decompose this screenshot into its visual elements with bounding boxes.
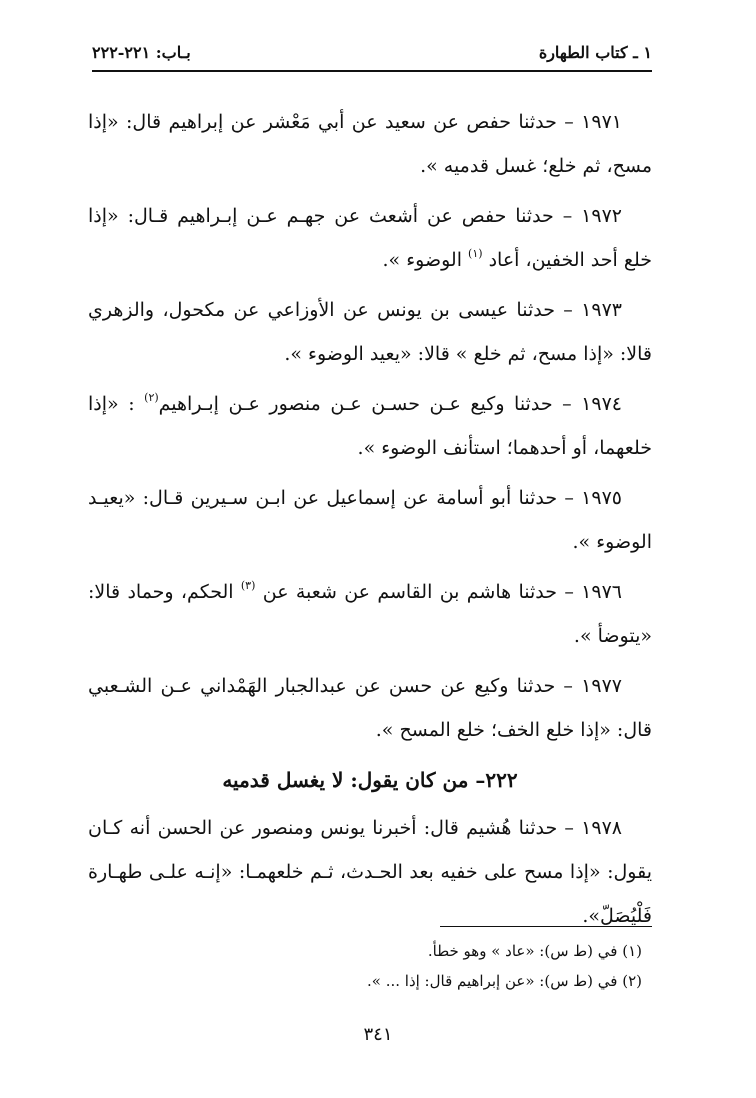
hadith-paragraph: ١٩٧٢ – حدثنا حفص عن أشعث عن جهـم عـن إبـراهيم قـال: «إذا خلع أحد الخفين، أعاد $^{(١)}$ الوضوء ». bbox=[88, 205, 652, 271]
hadith-paragraph: ١٩٧١ – حدثنا حفص عن سعيد عن أبي مَعْشر عن إبراهيم قال: «إذا مسح، ثم خلع؛ غسل قدميه ». bbox=[88, 111, 652, 177]
hadith-paragraph: ١٩٧٣ – حدثنا عيسى بن يونس عن الأوزاعي عن مكحول، والزهري قالا: «إذا مسح، ثم خلع » قالا: «يعيد الوضوء ». bbox=[88, 299, 652, 365]
footnote-rule bbox=[440, 926, 652, 927]
hadith-paragraph: ١٩٧٦ – حدثنا هاشم بن القاسم عن شعبة عن $^{(٣)}$ الحكم، وحماد قالا: «يتوضأ ». bbox=[88, 579, 652, 647]
footnote-marker: (١) bbox=[468, 247, 483, 260]
hadith-paragraph: ١٩٧٤ – حدثنا وكيع عـن حسـن عـن منصور عـن إبـراهيم$^{(٢)}$ : «إذا خلعهما، أو أحدهما؛ استأنف الوضوء ». bbox=[88, 391, 652, 459]
chapter-heading: ٢٢٢– من كان يقول: لا يغسل قدميه bbox=[222, 768, 518, 792]
footnote: (٢) في (ط س): «عن إبراهيم قال: إذا ... ». bbox=[366, 972, 642, 990]
footnote-marker: (٢) bbox=[144, 391, 159, 404]
footnotes bbox=[88, 936, 652, 996]
header-chapter-range: بـاب: ٢٢١-٢٢٢ bbox=[92, 42, 191, 62]
main-text bbox=[88, 100, 652, 944]
header-rule bbox=[92, 70, 652, 72]
running-header bbox=[92, 34, 652, 70]
hadith-paragraph: ١٩٧٧ – حدثنا وكيع عن حسن عن عبدالجبار الهَمْداني عـن الشـعبي قال: «إذا خلع الخف؛ خلع المسح ». bbox=[88, 675, 652, 741]
footnote-marker: (٣) bbox=[240, 579, 256, 592]
footnote: (١) في (ط س): «عاد » وهو خطأ. bbox=[427, 942, 642, 960]
page-number: ٣٤١ bbox=[363, 1024, 393, 1045]
header-book-title: ١ ـ كتاب الطهارة bbox=[538, 42, 652, 62]
hadith-paragraph: ١٩٧٥ – حدثنا أبو أسامة عن إسماعيل عن ابـن سـيرين قـال: «يعيـد الوضوء ». bbox=[88, 487, 652, 553]
hadith-paragraph: ١٩٧٨ – حدثنا هُشيم قال: أخبرنا يونس ومنصور عن الحسن أنه كـان يقول: «إذا مسح على خفيه بعد الحـدث، ثـم خلعهمـا: «إنـه علـى طهـارة فَلْيُصَلّ». bbox=[88, 817, 652, 927]
